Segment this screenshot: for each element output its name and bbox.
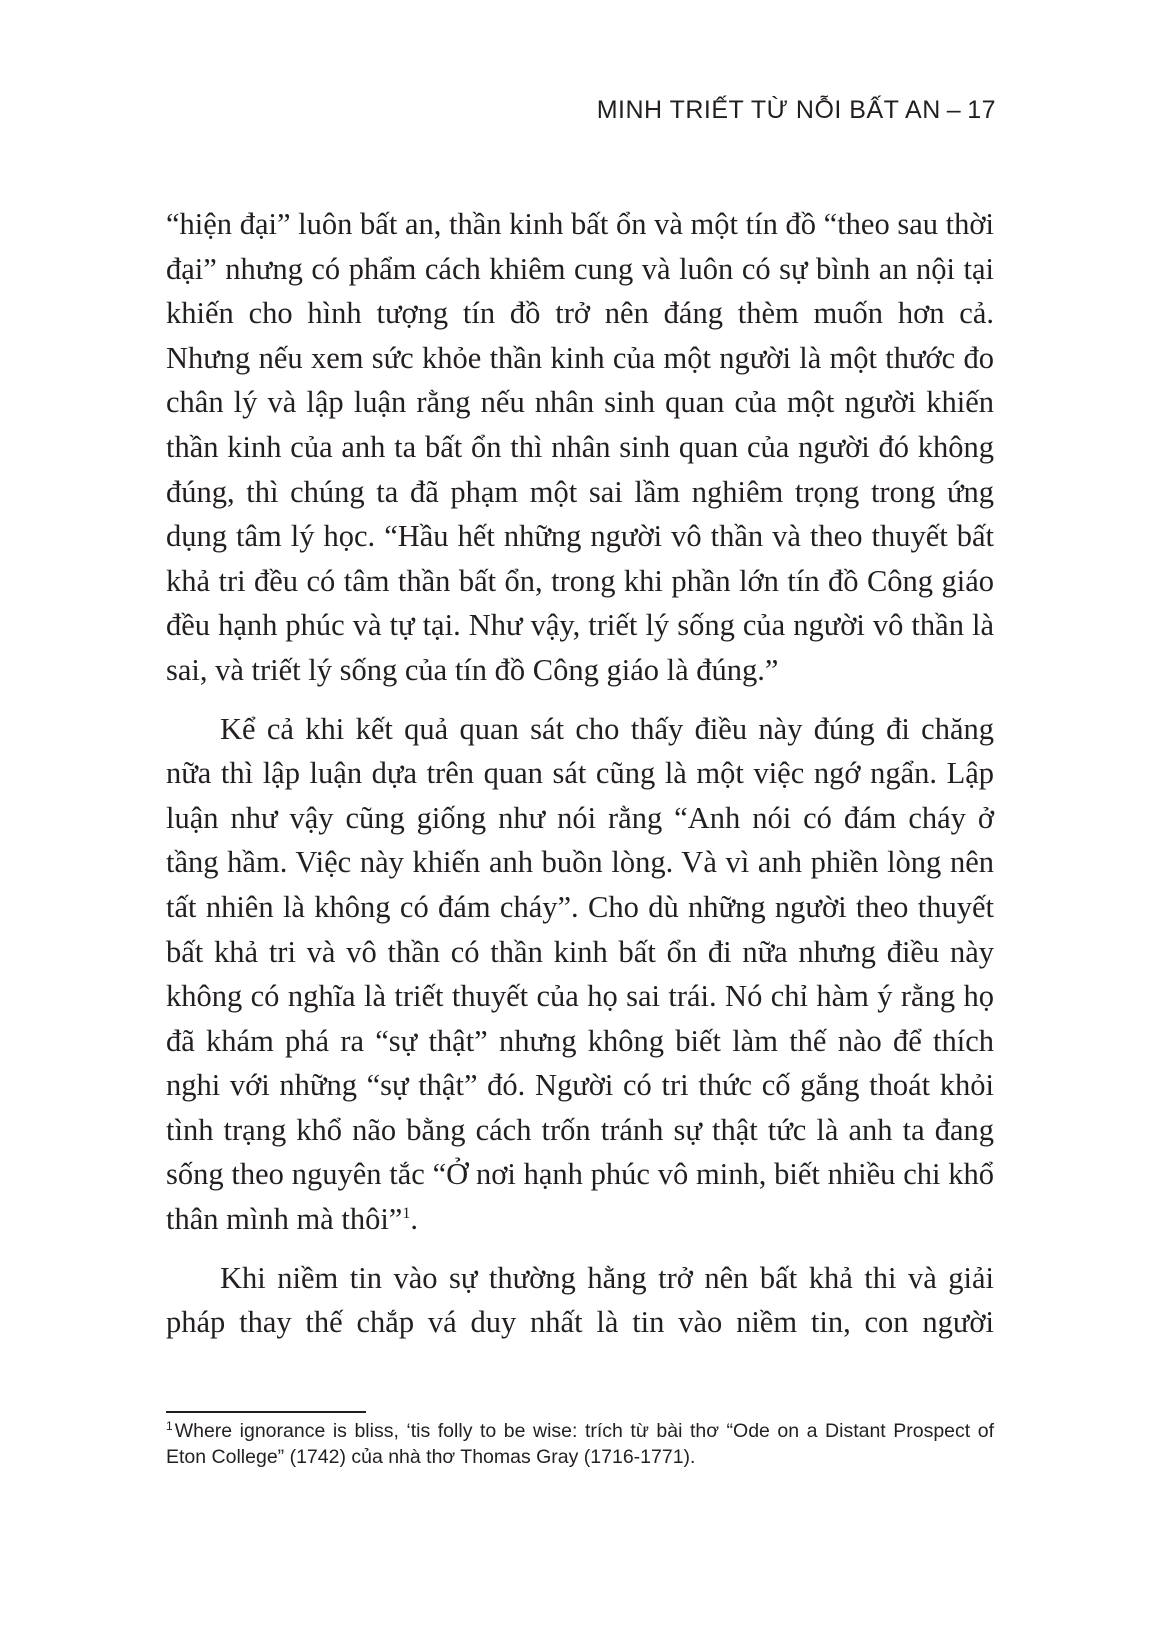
running-header	[597, 96, 996, 125]
paragraph-2-end: .	[410, 1202, 418, 1237]
footnote	[166, 1418, 994, 1470]
paragraph-2-text: Kể cả khi kết quả quan sát cho thấy điều này đúng đi chăng nữa thì lập luận dựa trên quan sát cũng là một việc ngớ ngẩn. Lập luận như vậy cũng giống như nói rằng “Anh nói có đám cháy ở tầng hầm. Việc này khiến anh buồn lòng. Và vì anh phiền lòng nên tất nhiên là không có đám cháy”. Cho dù những người theo thuyết bất khả tri và vô thần có thần kinh bất ổn đi nữa nhưng điều này không có nghĩa là triết thuyết của họ sai trái. Nó chỉ hàm ý rằng họ đã khám phá ra “sự thật” nhưng không biết làm thế nào để thích nghi với những “sự thật” đó. Người có tri thức cố gắng thoát khỏi tình trạng khổ não bằng cách trốn tránh sự thật tức là anh ta đang sống theo nguyên tắc “Ở nơi hạnh phúc vô minh, biết nhiều chi khổ thân mình mà thôi”	[166, 711, 994, 1237]
body-text	[166, 202, 994, 1345]
paragraph-2	[166, 707, 994, 1242]
footnote-marker: 1	[166, 1418, 173, 1433]
footnote-reference: 1	[402, 1204, 411, 1222]
paragraph-1: “hiện đại” luôn bất an, thần kinh bất ổn và một tín đồ “theo sau thời đại” nhưng có phẩm cách khiêm cung và luôn có sự bình an nội tại khiến cho hình tượng tín đồ trở nên đáng thèm muốn hơn cả. Nhưng nếu xem sức khỏe thần kinh của một người là một thước đo chân lý và lập luận rằng nếu nhân sinh quan của một người khiến thần kinh của anh ta bất ổn thì nhân sinh quan của người đó không đúng, thì chúng ta đã phạm một sai lầm nghiêm trọng trong ứng dụng tâm lý học. “Hầu hết những người vô thần và theo thuyết bất khả tri đều có tâm thần bất ổn, trong khi phần lớn tín đồ Công giáo đều hạnh phúc và tự tại. Như vậy, triết lý sống của người vô thần là sai, và triết lý sống của tín đồ Công giáo là đúng.”	[166, 207, 994, 687]
header-separator: –	[946, 96, 962, 124]
book-title: MINH TRIẾT TỪ NỖI BẤT AN	[596, 96, 941, 124]
footnote-text: Where ignorance is bliss, ‘tis folly to be wise: trích từ bài thơ “Ode on a Distant Prospect of Eton College” (1742) của nhà thơ Thomas Gray (1716-1771).	[166, 1420, 994, 1468]
page-number: 17	[967, 96, 996, 124]
paragraph-3: Khi niềm tin vào sự thường hằng trở nên bất khả thi và giải pháp thay thế chắp vá duy nhất là tin vào niềm tin, con người	[166, 1260, 994, 1340]
footnote-divider	[166, 1411, 366, 1413]
